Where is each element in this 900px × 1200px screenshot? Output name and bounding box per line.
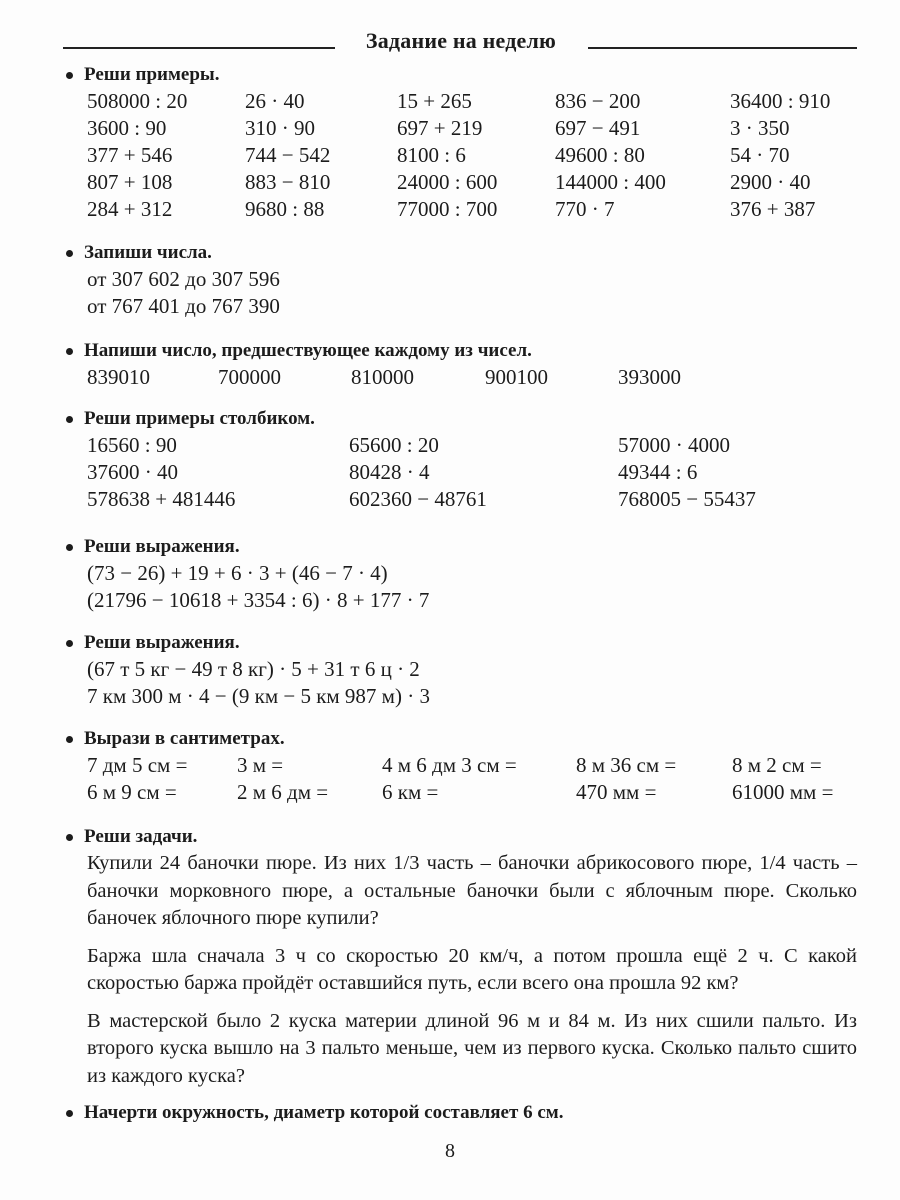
- example: 54 · 70: [730, 143, 790, 167]
- section-title: [62, 534, 429, 560]
- example: 744 − 542: [245, 143, 331, 167]
- number-range: от 307 602 до 307 596: [87, 267, 280, 291]
- example: 49600 : 80: [555, 143, 645, 167]
- examples-row: [62, 88, 862, 115]
- preceding-numbers: [62, 364, 862, 391]
- section-title: [62, 240, 280, 266]
- conversion: 470 мм =: [576, 780, 657, 804]
- page-header: [63, 28, 857, 62]
- conversion: 8 м 2 см =: [732, 753, 822, 777]
- examples-row: [62, 196, 862, 223]
- bullet-icon: [66, 250, 73, 257]
- conversion: 4 м 6 дм 3 см =: [382, 753, 517, 777]
- section-title-text: Реши примеры.: [84, 64, 220, 85]
- column-row: [62, 432, 862, 459]
- section-title: [62, 726, 862, 752]
- word-problem: В мастерской было 2 куска материи длиной 96 м и 84 м. Из них сшили пальто. Из второго куска вышло на 3 пальто меньше, чем из первого куска. Сколько пальто сшито из каждого куска?: [87, 1009, 857, 1087]
- section-write-numbers: [62, 240, 280, 320]
- bullet-icon: [66, 72, 73, 79]
- example: 144000 : 400: [555, 170, 666, 194]
- example: 36400 : 910: [730, 89, 831, 113]
- example: 602360 − 48761: [349, 487, 487, 511]
- section-title-text: Реши выражения.: [84, 536, 240, 557]
- example: 9680 : 88: [245, 197, 325, 221]
- number-range: от 767 401 до 767 390: [87, 294, 280, 318]
- conversion: 3 м =: [237, 753, 284, 777]
- section-title-text: Вырази в сантиметрах.: [84, 728, 285, 749]
- section-title: [62, 1100, 563, 1126]
- section-title: [62, 338, 862, 364]
- section-title-text: Реши примеры столбиком.: [84, 408, 315, 429]
- example: 16560 : 90: [87, 433, 177, 457]
- expression: (67 т 5 кг − 49 т 8 кг) · 5 + 31 т 6 ц · 2: [87, 657, 420, 681]
- expression: (21796 − 10618 + 3354 : 6) · 8 + 177 · 7: [87, 588, 430, 612]
- bullet-icon: [66, 1110, 73, 1117]
- centimeters-row: [62, 779, 862, 806]
- page-number: 8: [445, 1140, 455, 1162]
- example: 3600 : 90: [87, 116, 167, 140]
- bullet-icon: [66, 640, 73, 647]
- section-column: [62, 406, 862, 513]
- example: 80428 · 4: [349, 460, 430, 484]
- example: 57000 · 4000: [618, 433, 730, 457]
- bullet-icon: [66, 544, 73, 551]
- bullet-icon: [66, 416, 73, 423]
- conversion: 61000 мм =: [732, 780, 834, 804]
- column-grid: [62, 432, 862, 513]
- example: 15 + 265: [397, 89, 472, 113]
- section-title-text: Реши выражения.: [84, 632, 240, 653]
- section-expressions-1: [62, 534, 429, 614]
- conversion: 7 дм 5 см =: [87, 753, 188, 777]
- example: 49344 : 6: [618, 460, 698, 484]
- example: 807 + 108: [87, 170, 173, 194]
- conversion: 2 м 6 дм =: [237, 780, 329, 804]
- example: 8100 : 6: [397, 143, 466, 167]
- bullet-icon: [66, 834, 73, 841]
- column-row: [62, 459, 862, 486]
- example: 697 − 491: [555, 116, 641, 140]
- examples-row: [62, 169, 862, 196]
- example: 836 − 200: [555, 89, 641, 113]
- example: 24000 : 600: [397, 170, 498, 194]
- section-examples: [62, 62, 862, 223]
- conversion: 8 м 36 см =: [576, 753, 677, 777]
- example: 37600 · 40: [87, 460, 178, 484]
- example: 578638 + 481446: [87, 487, 236, 511]
- section-title-text: Начерти окружность, диаметр которой составляет 6 см.: [84, 1102, 564, 1123]
- example: 310 · 90: [245, 116, 315, 140]
- header-rule-left: [63, 47, 335, 49]
- section-title: [62, 824, 857, 850]
- header-rule-right: [588, 47, 857, 49]
- number: 839010: [87, 365, 150, 389]
- section-circle: [62, 1100, 563, 1126]
- section-expressions-2: [62, 630, 430, 710]
- example: 284 + 312: [87, 197, 173, 221]
- number: 810000: [351, 365, 414, 389]
- centimeters-row: [62, 752, 862, 779]
- example: 376 + 387: [730, 197, 816, 221]
- examples-row: [62, 115, 862, 142]
- word-problem: Купили 24 баночки пюре. Из них 1/3 часть – баночки абрикосового пюре, 1/4 часть – баночки морковного пюре, а остальные баночки были с яблочным пюре. Сколько баночек яблочного пюре купили?: [87, 852, 857, 929]
- section-title-text: Реши задачи.: [84, 826, 198, 847]
- example: 77000 : 700: [397, 197, 498, 221]
- number: 900100: [485, 365, 548, 389]
- section-preceding: [62, 338, 862, 391]
- section-problems: [62, 824, 857, 1090]
- example: 26 · 40: [245, 89, 305, 113]
- expression: 7 км 300 м · 4 − (9 км − 5 км 987 м) · 3: [87, 684, 430, 708]
- word-problem: Баржа шла сначала 3 ч со скоростью 20 км/ч, а потом прошла ещё 2 ч. С какой скоростью баржа пройдёт оставшийся путь, если всего она прошла 92 км?: [87, 944, 857, 994]
- bullet-icon: [66, 736, 73, 743]
- example: 377 + 546: [87, 143, 173, 167]
- example: 2900 · 40: [730, 170, 811, 194]
- example: 768005 − 55437: [618, 487, 756, 511]
- examples-grid: [62, 88, 862, 223]
- expression: (73 − 26) + 19 + 6 · 3 + (46 − 7 · 4): [87, 561, 388, 585]
- example: 883 − 810: [245, 170, 331, 194]
- example: 3 · 350: [730, 116, 790, 140]
- page-title: Задание на неделю: [365, 28, 557, 53]
- column-row: [62, 486, 862, 513]
- section-title-text: Запиши числа.: [84, 242, 212, 263]
- number: 393000: [618, 365, 681, 389]
- section-title: [62, 62, 862, 88]
- section-centimeters: [62, 726, 862, 806]
- section-title: [62, 630, 430, 656]
- number: 700000: [218, 365, 281, 389]
- centimeters-grid: [62, 752, 862, 806]
- conversion: 6 м 9 см =: [87, 780, 177, 804]
- bullet-icon: [66, 348, 73, 355]
- section-title-text: Напиши число, предшествующее каждому из чисел.: [84, 340, 532, 361]
- conversion: 6 км =: [382, 780, 439, 804]
- examples-row: [62, 142, 862, 169]
- section-title: [62, 406, 862, 432]
- example: 697 + 219: [397, 116, 483, 140]
- example: 65600 : 20: [349, 433, 439, 457]
- example: 770 · 7: [555, 197, 615, 221]
- example: 508000 : 20: [87, 89, 188, 113]
